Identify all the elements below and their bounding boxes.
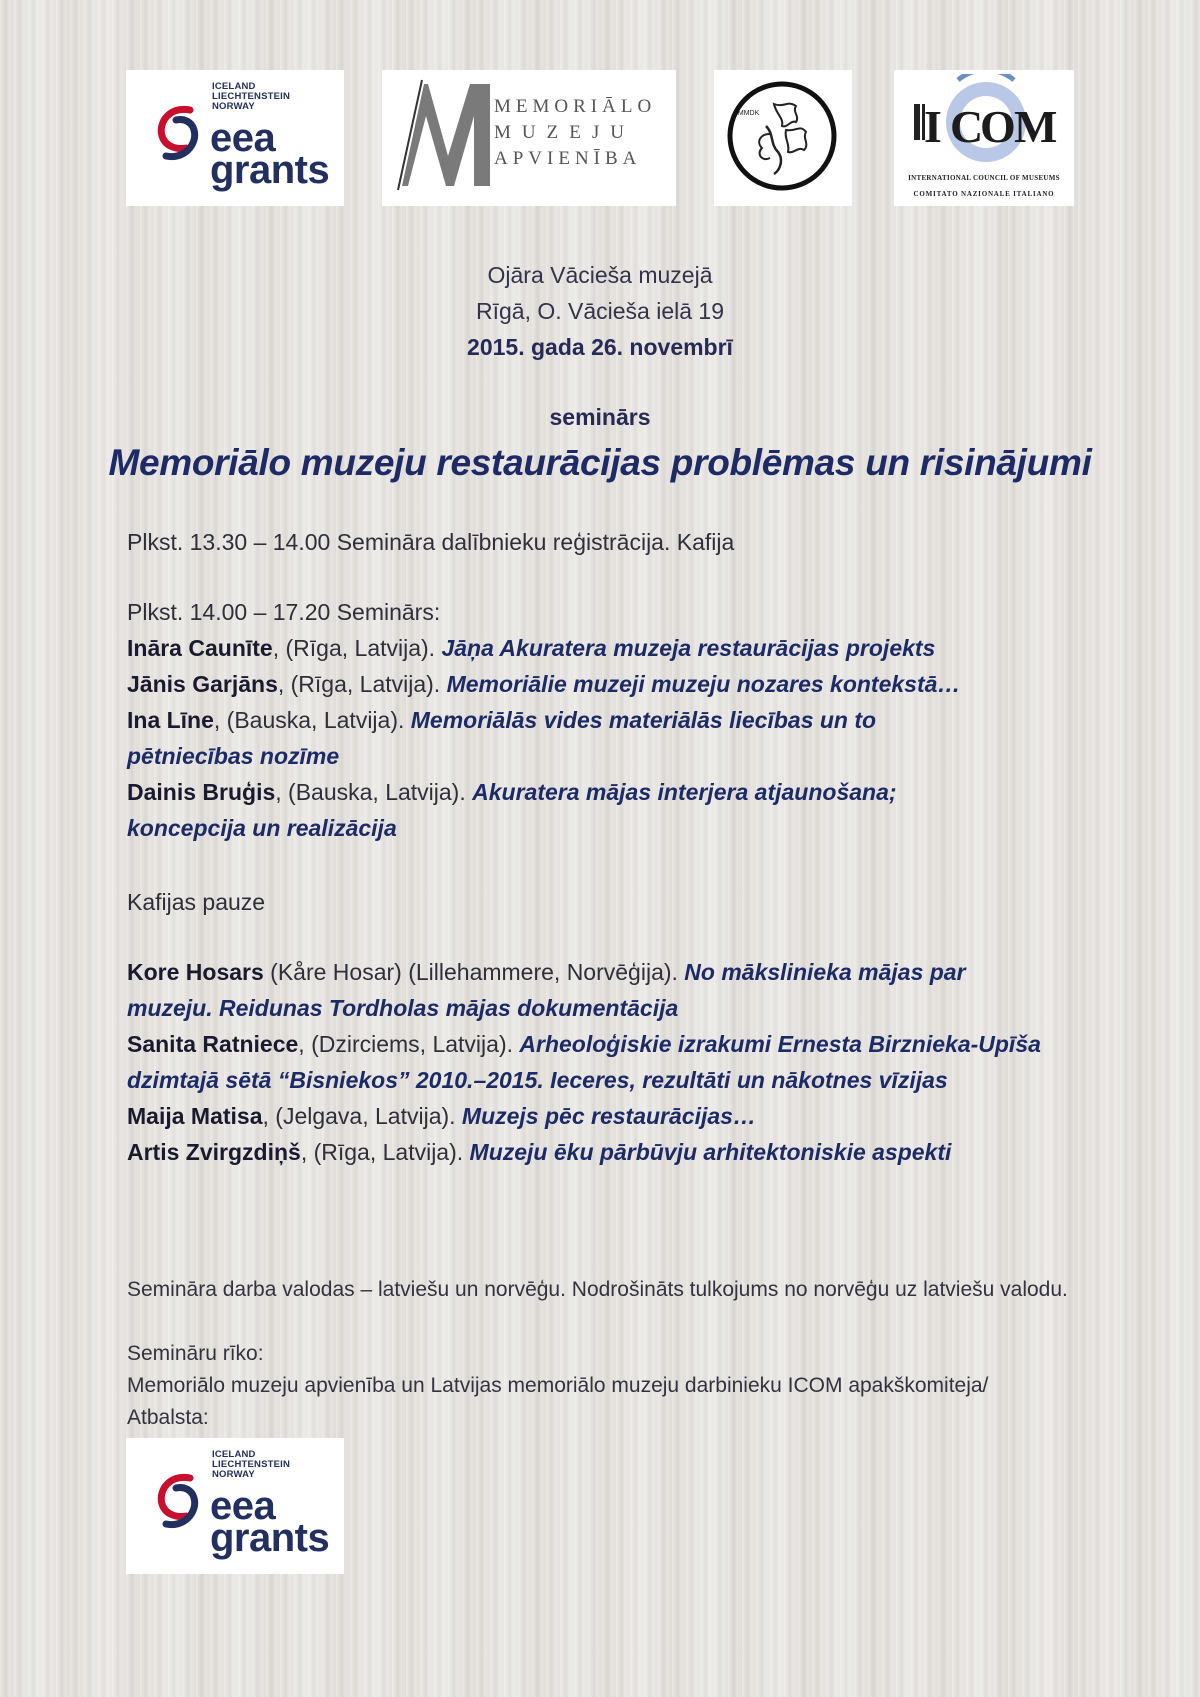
big-m-icon — [394, 76, 494, 196]
eea-country: ICELAND — [212, 1449, 256, 1460]
eea-countries — [212, 82, 290, 112]
talk-item — [127, 774, 987, 846]
oak-leaf-icon — [726, 74, 838, 198]
icom-committee: COMITATO NAZIONALE ITALIANO — [913, 190, 1055, 198]
talk-item — [127, 1134, 1087, 1170]
speaker-place: , (Jelgava, Latvija). — [262, 1103, 462, 1129]
talk-title: Akuratera mājas interjera atjaunošana; koncepcija un realizācija — [127, 779, 897, 841]
icom-subtitle: INTERNATIONAL COUNCIL OF MUSEUMS — [908, 174, 1060, 182]
icom-mark-icon — [902, 74, 1072, 170]
seminar-title: Memoriālo muzeju restaurācijas problēmas un risinājumi — [108, 442, 1092, 483]
event-date: 2015. gada 26. novembrī — [467, 334, 733, 360]
talk-title: Muzejs pēc restaurācijas… — [461, 1103, 756, 1129]
speaker-name: Artis Zvirgzdiņš — [127, 1139, 301, 1165]
talk-title: Muzeju ēku pārbūvju arhitektoniskie aspekti — [469, 1139, 952, 1165]
organizer-label: Semināru rīko: — [127, 1342, 264, 1365]
eea-country: LIECHTENSTEIN — [212, 1459, 291, 1470]
address: Rīgā, O. Vācieša ielā 19 — [475, 298, 725, 324]
speaker-name: Kore Hosars — [127, 959, 264, 985]
svg-text:O: O — [980, 101, 1016, 152]
speaker-name: Ina Līne — [127, 707, 214, 733]
eea-word: eea — [210, 116, 276, 160]
talk-title: Memoriālie muzeji muzeju nozares kontekstā… — [446, 671, 961, 697]
speaker-name: Jānis Garjāns — [127, 671, 278, 697]
circle-logo-text: LMMDK — [734, 110, 760, 117]
talk-item — [127, 1026, 1067, 1098]
eea-grants-logo — [126, 70, 344, 206]
talk-title: Jāņa Akuratera muzeja restaurācijas projekts — [441, 635, 936, 661]
talk-item — [127, 702, 977, 774]
eea-swirl-icon — [156, 1472, 200, 1530]
eea-country: NORWAY — [212, 101, 255, 112]
svg-text:M: M — [1014, 101, 1058, 152]
grants-word: grants — [210, 1516, 330, 1560]
talk-item — [127, 1098, 1087, 1134]
talk-title: Memoriālās vides materiālās liecības un to pētniecības nozīme — [127, 707, 877, 769]
speaker-place: , (Bauska, Latvija). — [213, 707, 411, 733]
talk-title: Arheoloģiskie izrakumi Ernesta Birznieka-Upīša dzimtajā sētā “Bisniekos” 2010.–2015. Ieceres, rezultāti un nākotnes vīzijas — [127, 1031, 1041, 1093]
muzeju-line: MUZEJU — [494, 122, 635, 143]
talk-item — [127, 630, 1087, 666]
eea-grants-logo-bottom — [126, 1438, 344, 1574]
talk-item — [127, 666, 1087, 702]
svg-text:I: I — [924, 101, 942, 152]
eea-country: NORWAY — [212, 1469, 255, 1480]
speaker-name: Sanita Ratniece — [127, 1031, 299, 1057]
eea-country: ICELAND — [212, 81, 256, 92]
talk-item — [127, 954, 1027, 1026]
icom-logo — [894, 70, 1074, 206]
coffee-break: Kafijas pauze — [127, 889, 266, 915]
organizer-text: Memoriālo muzeju apvienība un Latvijas memoriālo muzeju darbinieku ICOM apakškomiteja/ — [127, 1374, 989, 1397]
speaker-place: , (Rīga, Latvija). — [277, 671, 447, 697]
eea-country: LIECHTENSTEIN — [212, 91, 291, 102]
languages-note: Semināra darba valodas – latviešu un norvēģu. Nodrošināts tulkojums no norvēģu uz latviešu valodu. — [127, 1278, 1068, 1301]
eea-swirl-icon — [156, 104, 200, 162]
session-line: Plkst. 14.00 – 17.20 Seminārs: — [127, 599, 441, 625]
speaker-name: Ināra Caunīte — [127, 635, 273, 661]
registration-line: Plkst. 13.30 – 14.00 Semināra dalībnieku reģistrācija. Kafija — [127, 529, 735, 555]
speaker-place: , (Bauska, Latvija). — [275, 779, 473, 805]
venue: Ojāra Vācieša muzejā — [487, 262, 713, 288]
lmmdk-circle-logo — [714, 70, 852, 206]
support-label: Atbalsta: — [127, 1406, 209, 1429]
apvieniba-line: APVIENĪBA — [494, 148, 642, 169]
eea-word: eea — [210, 1484, 276, 1528]
speaker-place: (Kåre Hosar) (Lillehammere, Norvēģija). — [263, 959, 685, 985]
talk-title: No mākslinieka mājas par muzeju. Reidunas Tordholas mājas dokumentācija — [127, 959, 966, 1021]
speaker-place: , (Rīga, Latvija). — [272, 635, 442, 661]
talk-list-1 — [127, 630, 1087, 846]
memorialo-line: MEMORIĀLO — [494, 96, 657, 117]
grants-word: grants — [210, 148, 330, 192]
svg-text:C: C — [950, 101, 984, 152]
speaker-place: , (Dzirciems, Latvija). — [298, 1031, 520, 1057]
memorialo-muzeju-apvieniba-logo — [382, 70, 676, 206]
speaker-place: , (Rīga, Latvija). — [300, 1139, 470, 1165]
speaker-name: Dainis Bruģis — [127, 779, 276, 805]
speaker-name: Maija Matisa — [127, 1103, 263, 1129]
talk-list-2 — [127, 954, 1087, 1170]
event-kind: seminārs — [549, 404, 651, 430]
eea-countries — [212, 1450, 290, 1480]
